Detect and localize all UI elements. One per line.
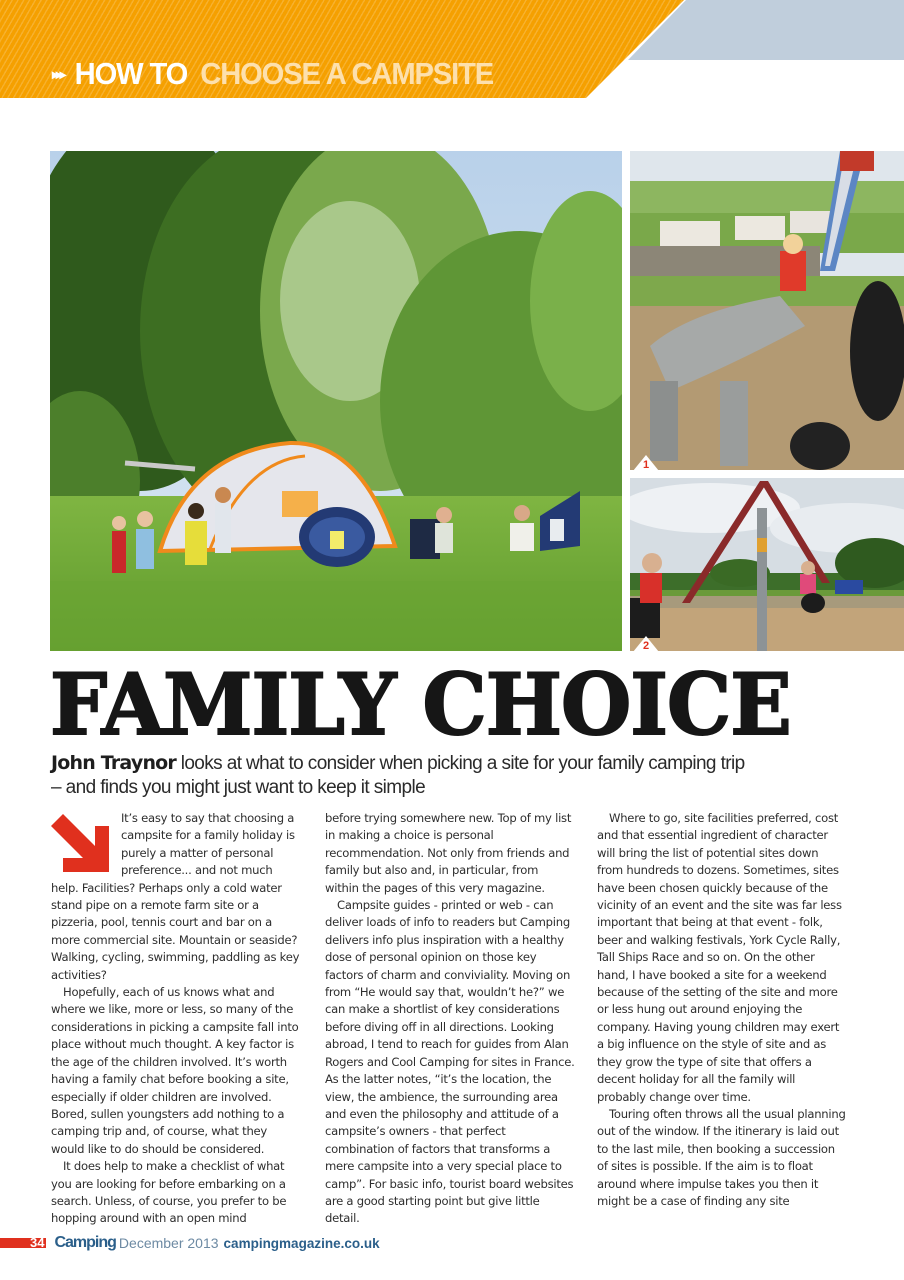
article-paragraph: It’s easy to say that choosing a campsite for a family holiday is purely a matter of personal preference... and not much help. Facilities? Perhaps only a cold water stand pipe on a remote farm site or a pizzeria, pool, tennis court and bar on a more commercial site. Mountain or seaside? Walking, cycling, swimming, paddling as key activities? <box>51 811 300 982</box>
kicker-prefix: HOW TO <box>74 56 188 91</box>
article-headline: FAMILY CHOICE <box>50 655 791 754</box>
article-paragraph: Touring often throws all the usual planning out of the window. If the itinerary is laid out to the last mile, then booking a succession of sites is possible. If the aim is to float around where impulse takes you then it might be a case of finding any site <box>597 1106 846 1208</box>
page-number: 34 <box>30 1235 45 1250</box>
website-link[interactable]: campingmagazine.co.uk <box>223 1235 380 1251</box>
article-paragraph: Campsite guides - printed or web - can deliver loads of info to readers but Camping delivers info plus inspiration with a healthy dose of personal opinion on those key factors of charm and conviviality. Moving on from “He would say that, wouldn’t he?” we can make a shortlist of key considerations before diving off in all directions. Looking abroad, I tend to reach for guides from Alan Rogers and Cool Camping for sites in France. As the latter notes, “it’s the location, the view, the ambience, the surrounding area and even the philosophy and attitude of a campsite’s owners - that perfect combination of factors that transforms a mere campsite into a very special place to camp”. For basic info, tourist board websites are a good starting point but give little detail. <box>325 898 575 1226</box>
article-paragraph: before trying somewhere new. Top of my list in making a choice is personal recommendation. Not only from friends and family but also and, in particular, from within the pages of this very magazine. <box>325 811 572 895</box>
page-accent-bar <box>0 1238 28 1248</box>
photo-swing <box>630 478 904 651</box>
author-name: John Traynor <box>51 752 177 774</box>
triple-chevron-icon: ▸▸▸ <box>52 65 64 82</box>
magazine-brand: Camping <box>54 1234 116 1251</box>
photo-number-1: 1 <box>642 459 650 471</box>
section-kicker <box>52 54 493 94</box>
article-column-1 <box>51 810 301 1228</box>
standfirst-text: looks at what to consider when picking a site for your family camping trip – and finds you might just want to keep it simple <box>51 753 745 798</box>
family-camping-image <box>50 151 622 651</box>
photo-tractor <box>630 151 904 470</box>
page-footer <box>0 1234 380 1252</box>
article-paragraph: Where to go, site facilities preferred, cost and that essential ingredient of character will bring the list of potential sites down from hundreds to dozens. Sometimes, sites have been chosen quickly because of the vicinity of an event and the site was far less important that being at that event - folk, beer and walking festivals, York Cycle Rally, Tall Ships Race and so on. On the other hand, I have booked a site for a weekend because of the setting of the site and more or less hung out around enjoying the company. Having young children may exert a big influence on the style of site and as they grow the type of site that offers a decent holiday for all the family will probably change over time. <box>597 811 842 1104</box>
article-column-3 <box>597 810 847 1210</box>
photo-number-2: 2 <box>642 640 650 652</box>
kicker-highlight: CHOOSE A CAMPSITE <box>200 56 494 91</box>
article-standfirst <box>51 751 751 800</box>
article-paragraph: Hopefully, each of us knows what and where we like, more or less, so many of the considerations in picking a campsite fall into place without much thought. A key factor is the age of the children involved. It’s worth having a family chat before booking a site, especially if older children are involved. Bored, sullen youngsters add nothing to a camping trip and, of course, what they would like to do should be considered. <box>51 985 299 1156</box>
diagonal-arrow-icon <box>51 814 113 878</box>
article-paragraph: It does help to make a checklist of what you are looking for before embarking on a search. Unless, of course, you prefer to be hopping around with an open mind <box>51 1159 287 1226</box>
issue-date: December 2013 <box>118 1235 219 1251</box>
tractor-playground-image <box>630 151 904 470</box>
article-column-2 <box>325 810 575 1228</box>
main-photo <box>50 151 622 651</box>
tyre-swing-image <box>630 478 904 651</box>
